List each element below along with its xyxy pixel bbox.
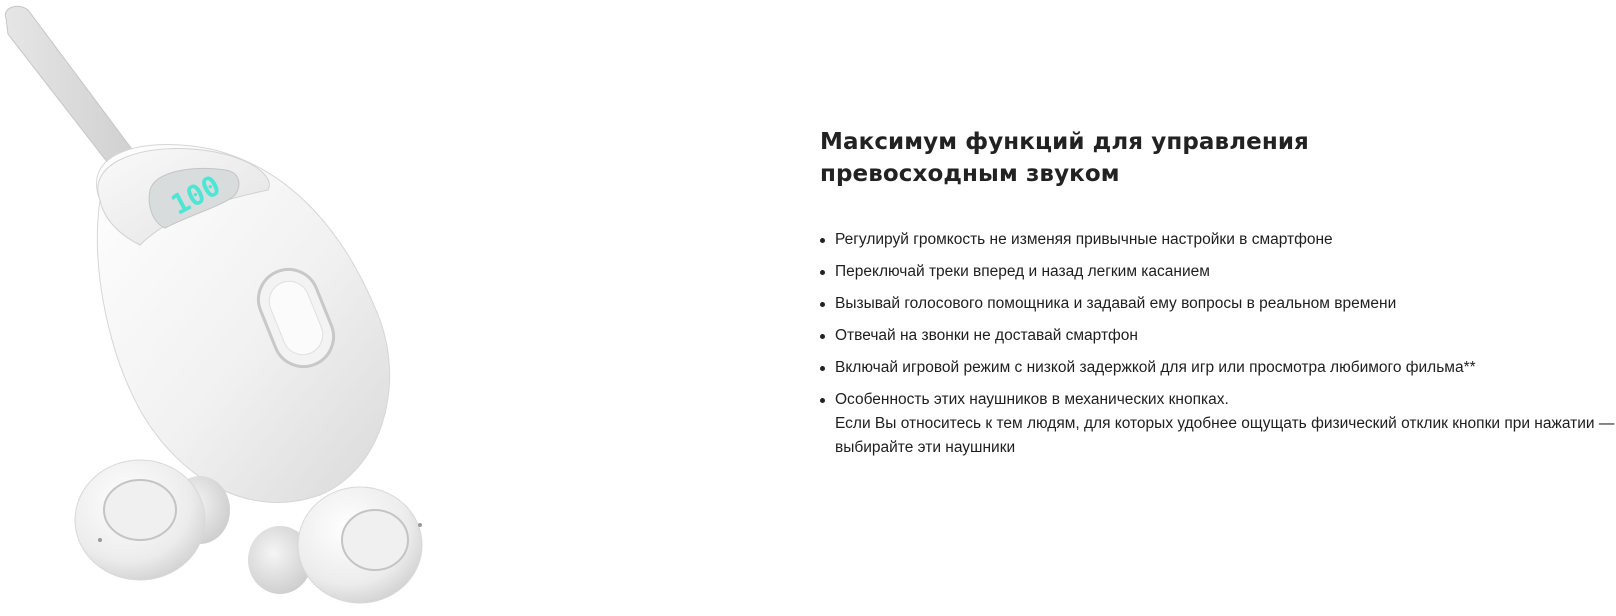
feature-text: Особенность этих наушников в механических кнопках. (835, 391, 1229, 408)
lanyard-strap (5, 6, 140, 176)
feature-content (820, 126, 1615, 468)
feature-text: Отвечай на звонки не доставай смартфон (835, 327, 1138, 344)
feature-item (820, 260, 1610, 284)
feature-item (820, 388, 1615, 460)
battery-display-digits: 100 (165, 168, 226, 222)
left-earbud-button (104, 480, 176, 540)
bullet-icon (820, 238, 825, 243)
bullet-icon (820, 398, 825, 403)
earbuds-product-image (0, 0, 440, 616)
heading-line-1: Максимум функций для управления (820, 129, 1309, 155)
feature-text-extra: Если Вы относитесь к тем людям, для которых удобнее ощущать физический отклик кнопки при нажатии — выбирайте эти наушники (835, 415, 1615, 456)
feature-text: Регулируй громкость не изменяя привычные настройки в смартфоне (835, 231, 1333, 248)
feature-text: Включай игровой режим с низкой задержкой для игр или просмотра любимого фильма** (835, 359, 1476, 376)
feature-item (820, 324, 1610, 348)
right-earbud-button (342, 510, 408, 570)
feature-text: Вызывай голосового помощника и задавай ему вопросы в реальном времени (835, 295, 1397, 312)
heading-line-2: превосходным звуком (820, 161, 1120, 187)
section-heading (820, 126, 1340, 190)
feature-item (820, 292, 1610, 316)
feature-item (820, 228, 1610, 252)
feature-list (820, 228, 1615, 460)
bullet-icon (820, 334, 825, 339)
bullet-icon (820, 366, 825, 371)
bullet-icon (820, 302, 825, 307)
feature-item (820, 356, 1610, 380)
bullet-icon (820, 270, 825, 275)
feature-text: Переключай треки вперед и назад легким касанием (835, 263, 1210, 280)
earbuds-case-illustration (0, 0, 440, 616)
